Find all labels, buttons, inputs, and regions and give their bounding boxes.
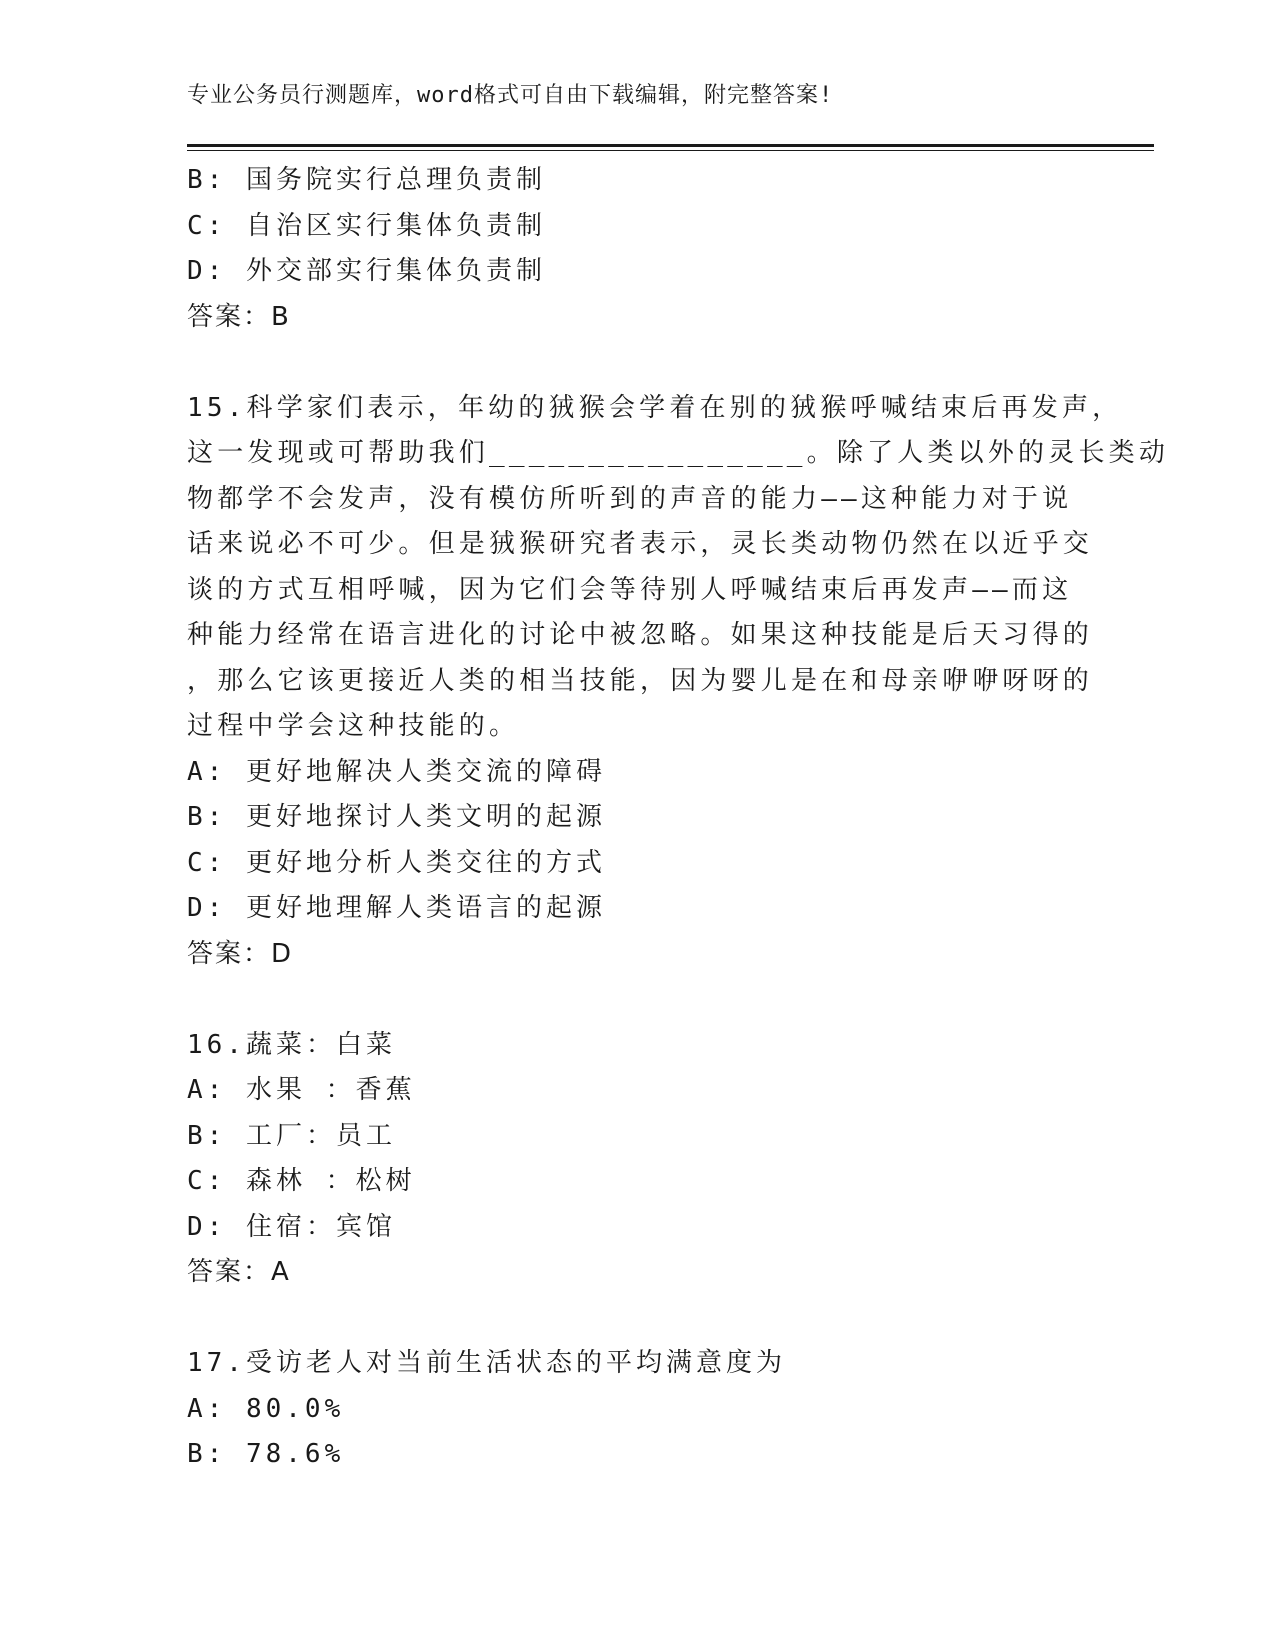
question-stem-line: 物都学不会发声，没有模仿所听到的声音的能力——这种能力对于说 — [187, 483, 1073, 514]
question-stem-line: ，那么它该更接近人类的相当技能，因为婴儿是在和母亲咿咿呀呀的 — [187, 665, 1094, 696]
question-content — [187, 158, 1170, 1478]
question-stem-line: 种能力经常在语言进化的讨论中被忽略。如果这种技能是后天习得的 — [187, 620, 1094, 650]
option-d: D: 更好地理解人类语言的起源 — [187, 893, 606, 923]
answer-line: 答案：B — [187, 301, 291, 332]
option-b: B: 更好地探讨人类文明的起源 — [187, 802, 606, 832]
option-b: B: 工厂：员工 — [187, 1120, 396, 1151]
question-stem-line: 话来说必不可少。但是狨猴研究者表示，灵长类动物仍然在以近乎交 — [187, 529, 1094, 559]
question-stem: 17.受访老人对当前生活状态的平均满意度为 — [187, 1348, 786, 1378]
question-16 — [187, 1023, 1057, 1296]
option-a: A: 80.0% — [187, 1393, 345, 1424]
option-b: B: 78.6% — [187, 1439, 345, 1469]
question-14-tail — [187, 158, 1057, 340]
option-d: D: 外交部实行集体负责制 — [187, 256, 546, 286]
option-c: C: 森林 ：松树 — [187, 1166, 416, 1196]
question-stem-line: 过程中学会这种技能的。 — [187, 711, 520, 741]
spacer — [187, 340, 1057, 386]
question-stem-line: 15.科学家们表示，年幼的狨猴会学着在别的狨猴呼喊结束后再发声， — [187, 392, 1123, 423]
header-rule-thin — [187, 150, 1154, 151]
question-stem-line: 这一发现或可帮助我们________________。除了人类以外的灵长类动 — [187, 438, 1170, 468]
spacer — [187, 977, 1057, 1023]
question-stem: 16.蔬菜：白菜 — [187, 1029, 396, 1060]
question-stem-line: 谈的方式互相呼喊，因为它们会等待别人呼喊结束后再发声——而这 — [187, 574, 1073, 605]
answer-line: 答案：D — [187, 938, 294, 969]
option-c: C: 自治区实行集体负责制 — [187, 210, 546, 241]
spacer — [187, 1296, 1057, 1342]
option-b: B: 国务院实行总理负责制 — [187, 165, 546, 195]
option-a: A: 水果 ：香蕉 — [187, 1075, 416, 1105]
question-17 — [187, 1341, 1057, 1478]
answer-line: 答案：A — [187, 1257, 291, 1287]
option-c: C: 更好地分析人类交往的方式 — [187, 847, 606, 878]
option-a: A: 更好地解决人类交流的障碍 — [187, 756, 606, 787]
option-d: D: 住宿：宾馆 — [187, 1211, 396, 1242]
question-15 — [187, 386, 1170, 978]
header-rule-thick — [187, 144, 1154, 147]
page-header-note: 专业公务员行测题库，word格式可自由下载编辑，附完整答案! — [187, 83, 834, 108]
